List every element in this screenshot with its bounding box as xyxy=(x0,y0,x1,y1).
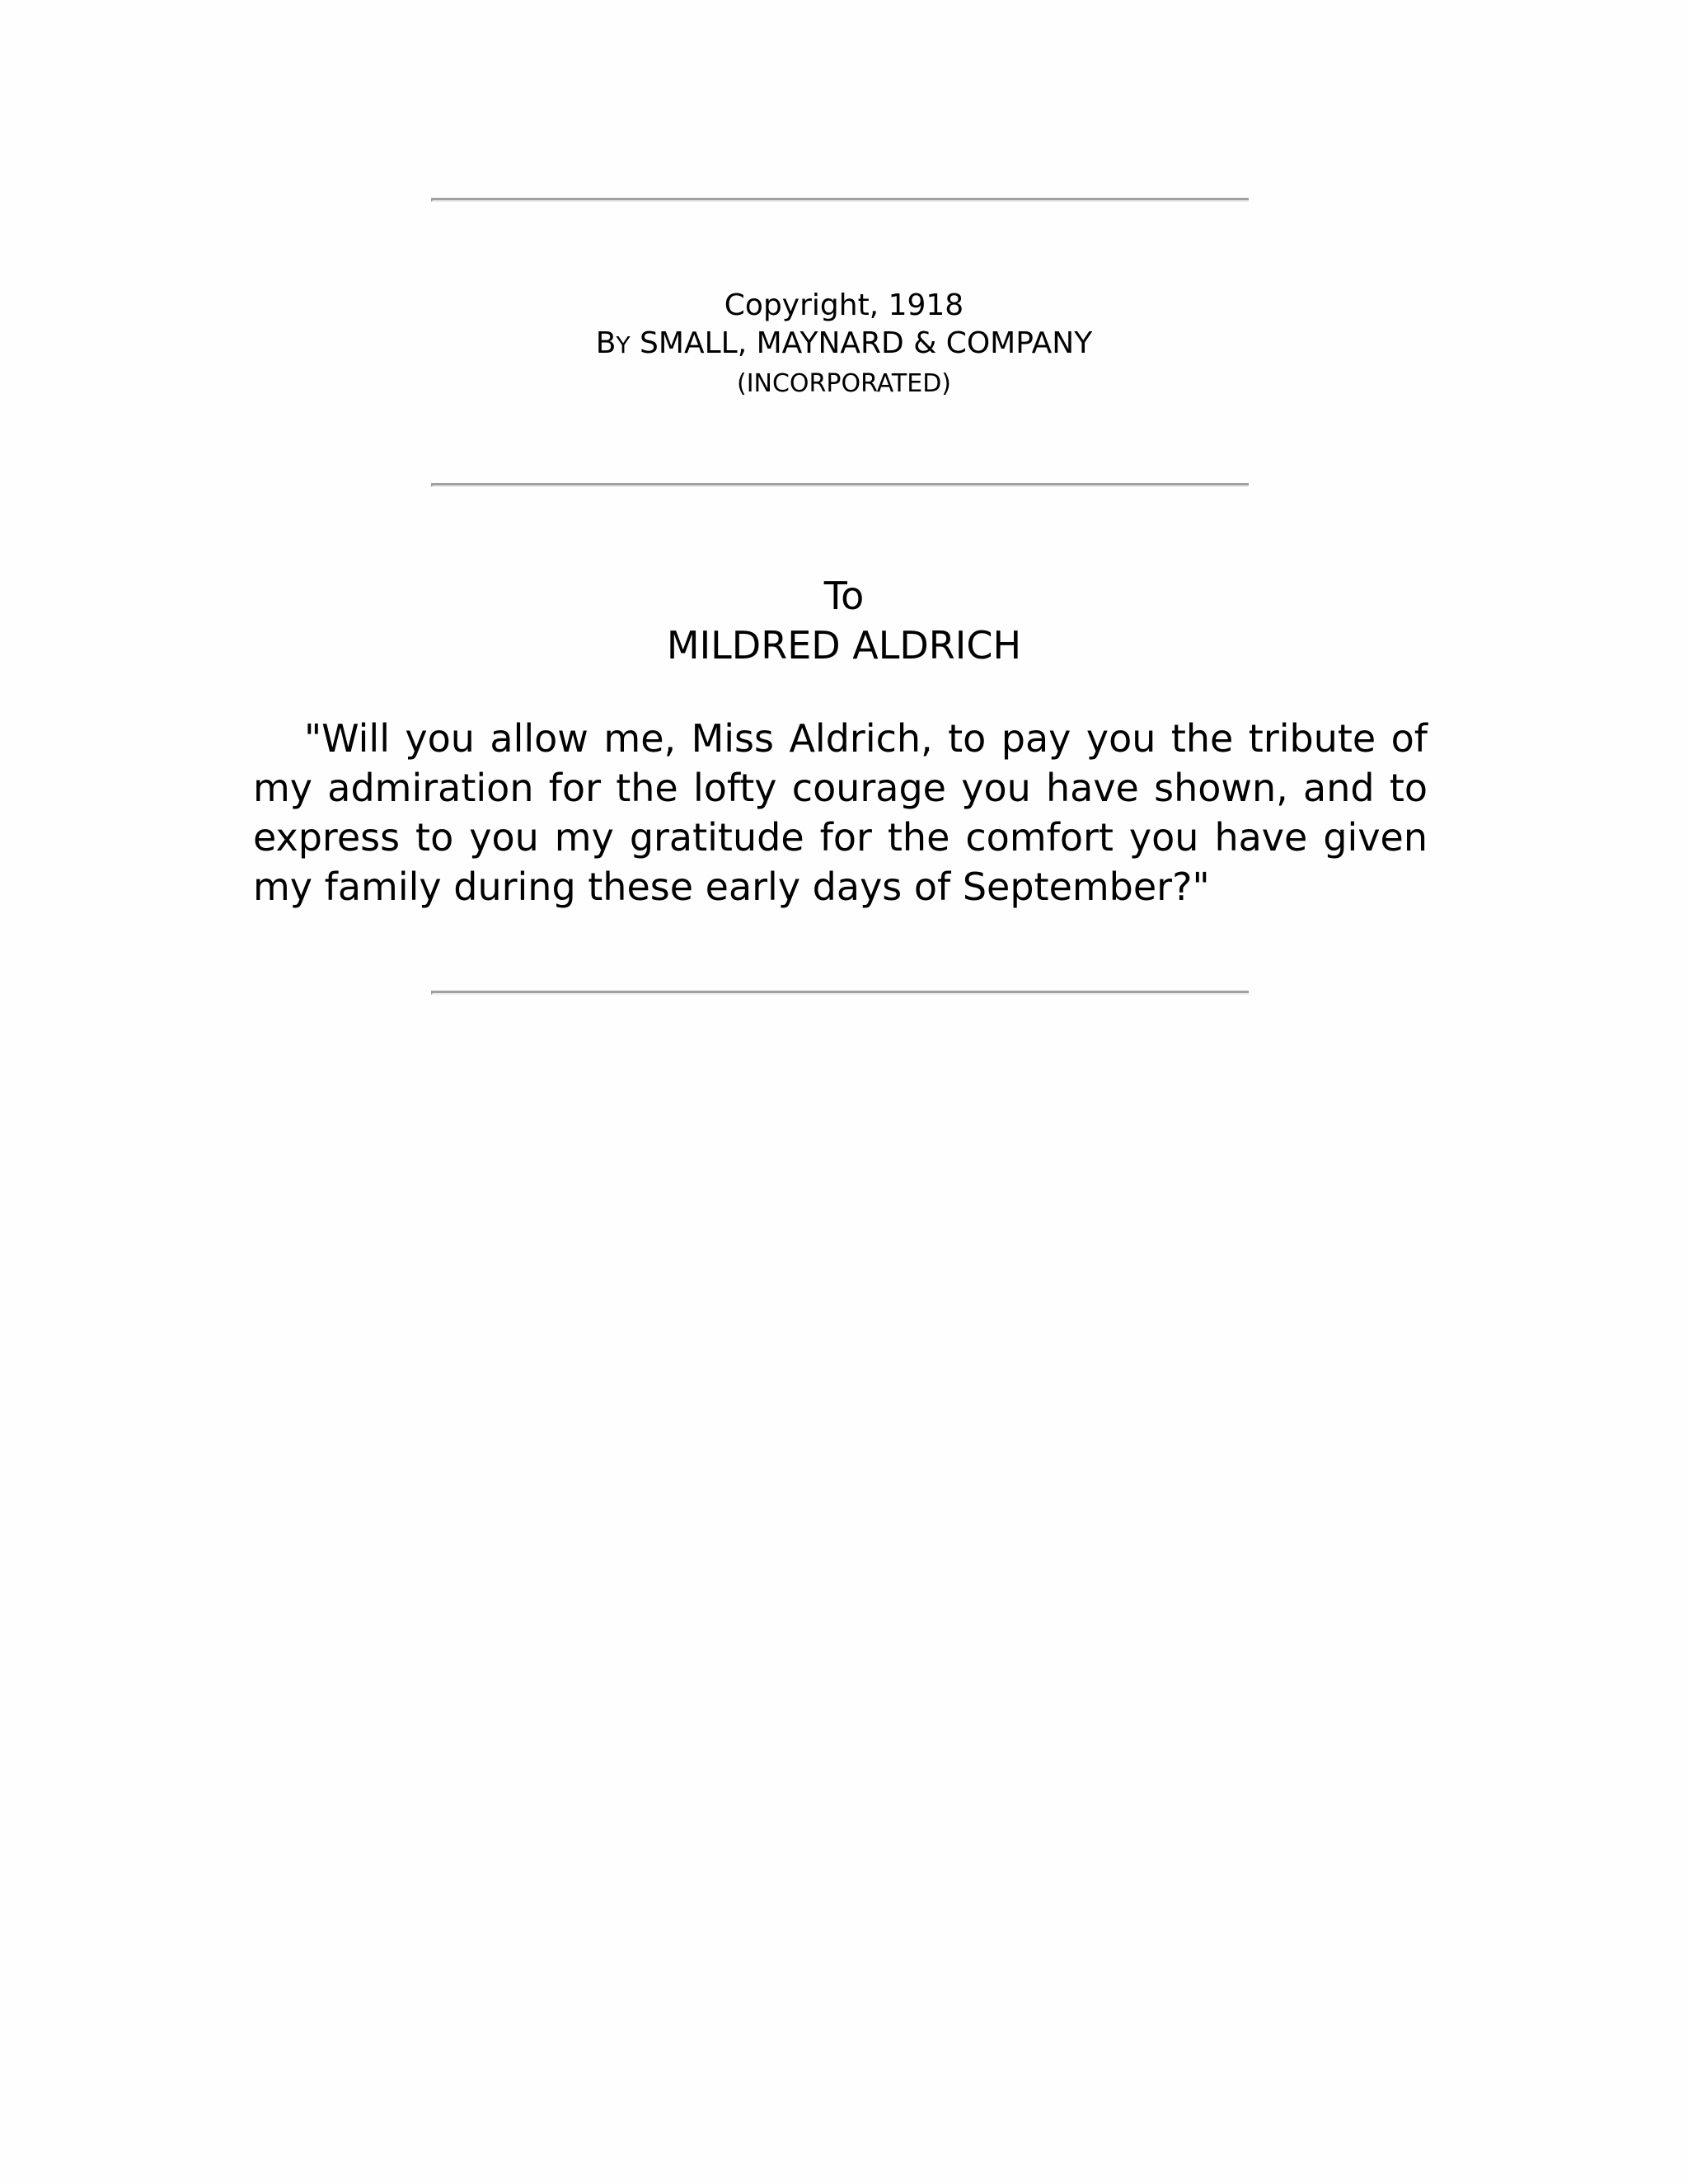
dedication-name: MILDRED ALDRICH xyxy=(666,623,1022,668)
horizontal-rule-middle xyxy=(431,483,1249,487)
horizontal-rule-bottom xyxy=(431,991,1249,995)
horizontal-rule-top xyxy=(431,198,1249,202)
dedication-block xyxy=(0,571,1688,670)
dedication-to: To xyxy=(823,574,865,618)
copyright-block xyxy=(0,287,1688,404)
dedication-quote: "Will you allow me, Miss Aldrich, to pay you the tribute of my admiration for the lofty courage you have shown, and to express to you my gratitude for the comfort you have given my family during these early days of September?" xyxy=(253,716,1428,909)
publisher-name: SMALL, MAYNARD & COMPANY xyxy=(630,326,1093,360)
by-rest-smallcaps: Y xyxy=(616,331,631,359)
by-initial: B xyxy=(595,326,617,360)
publisher-line xyxy=(0,325,1688,364)
incorporated-line: (INCORPORATED) xyxy=(736,369,951,398)
copyright-line: Copyright, 1918 xyxy=(724,288,964,322)
